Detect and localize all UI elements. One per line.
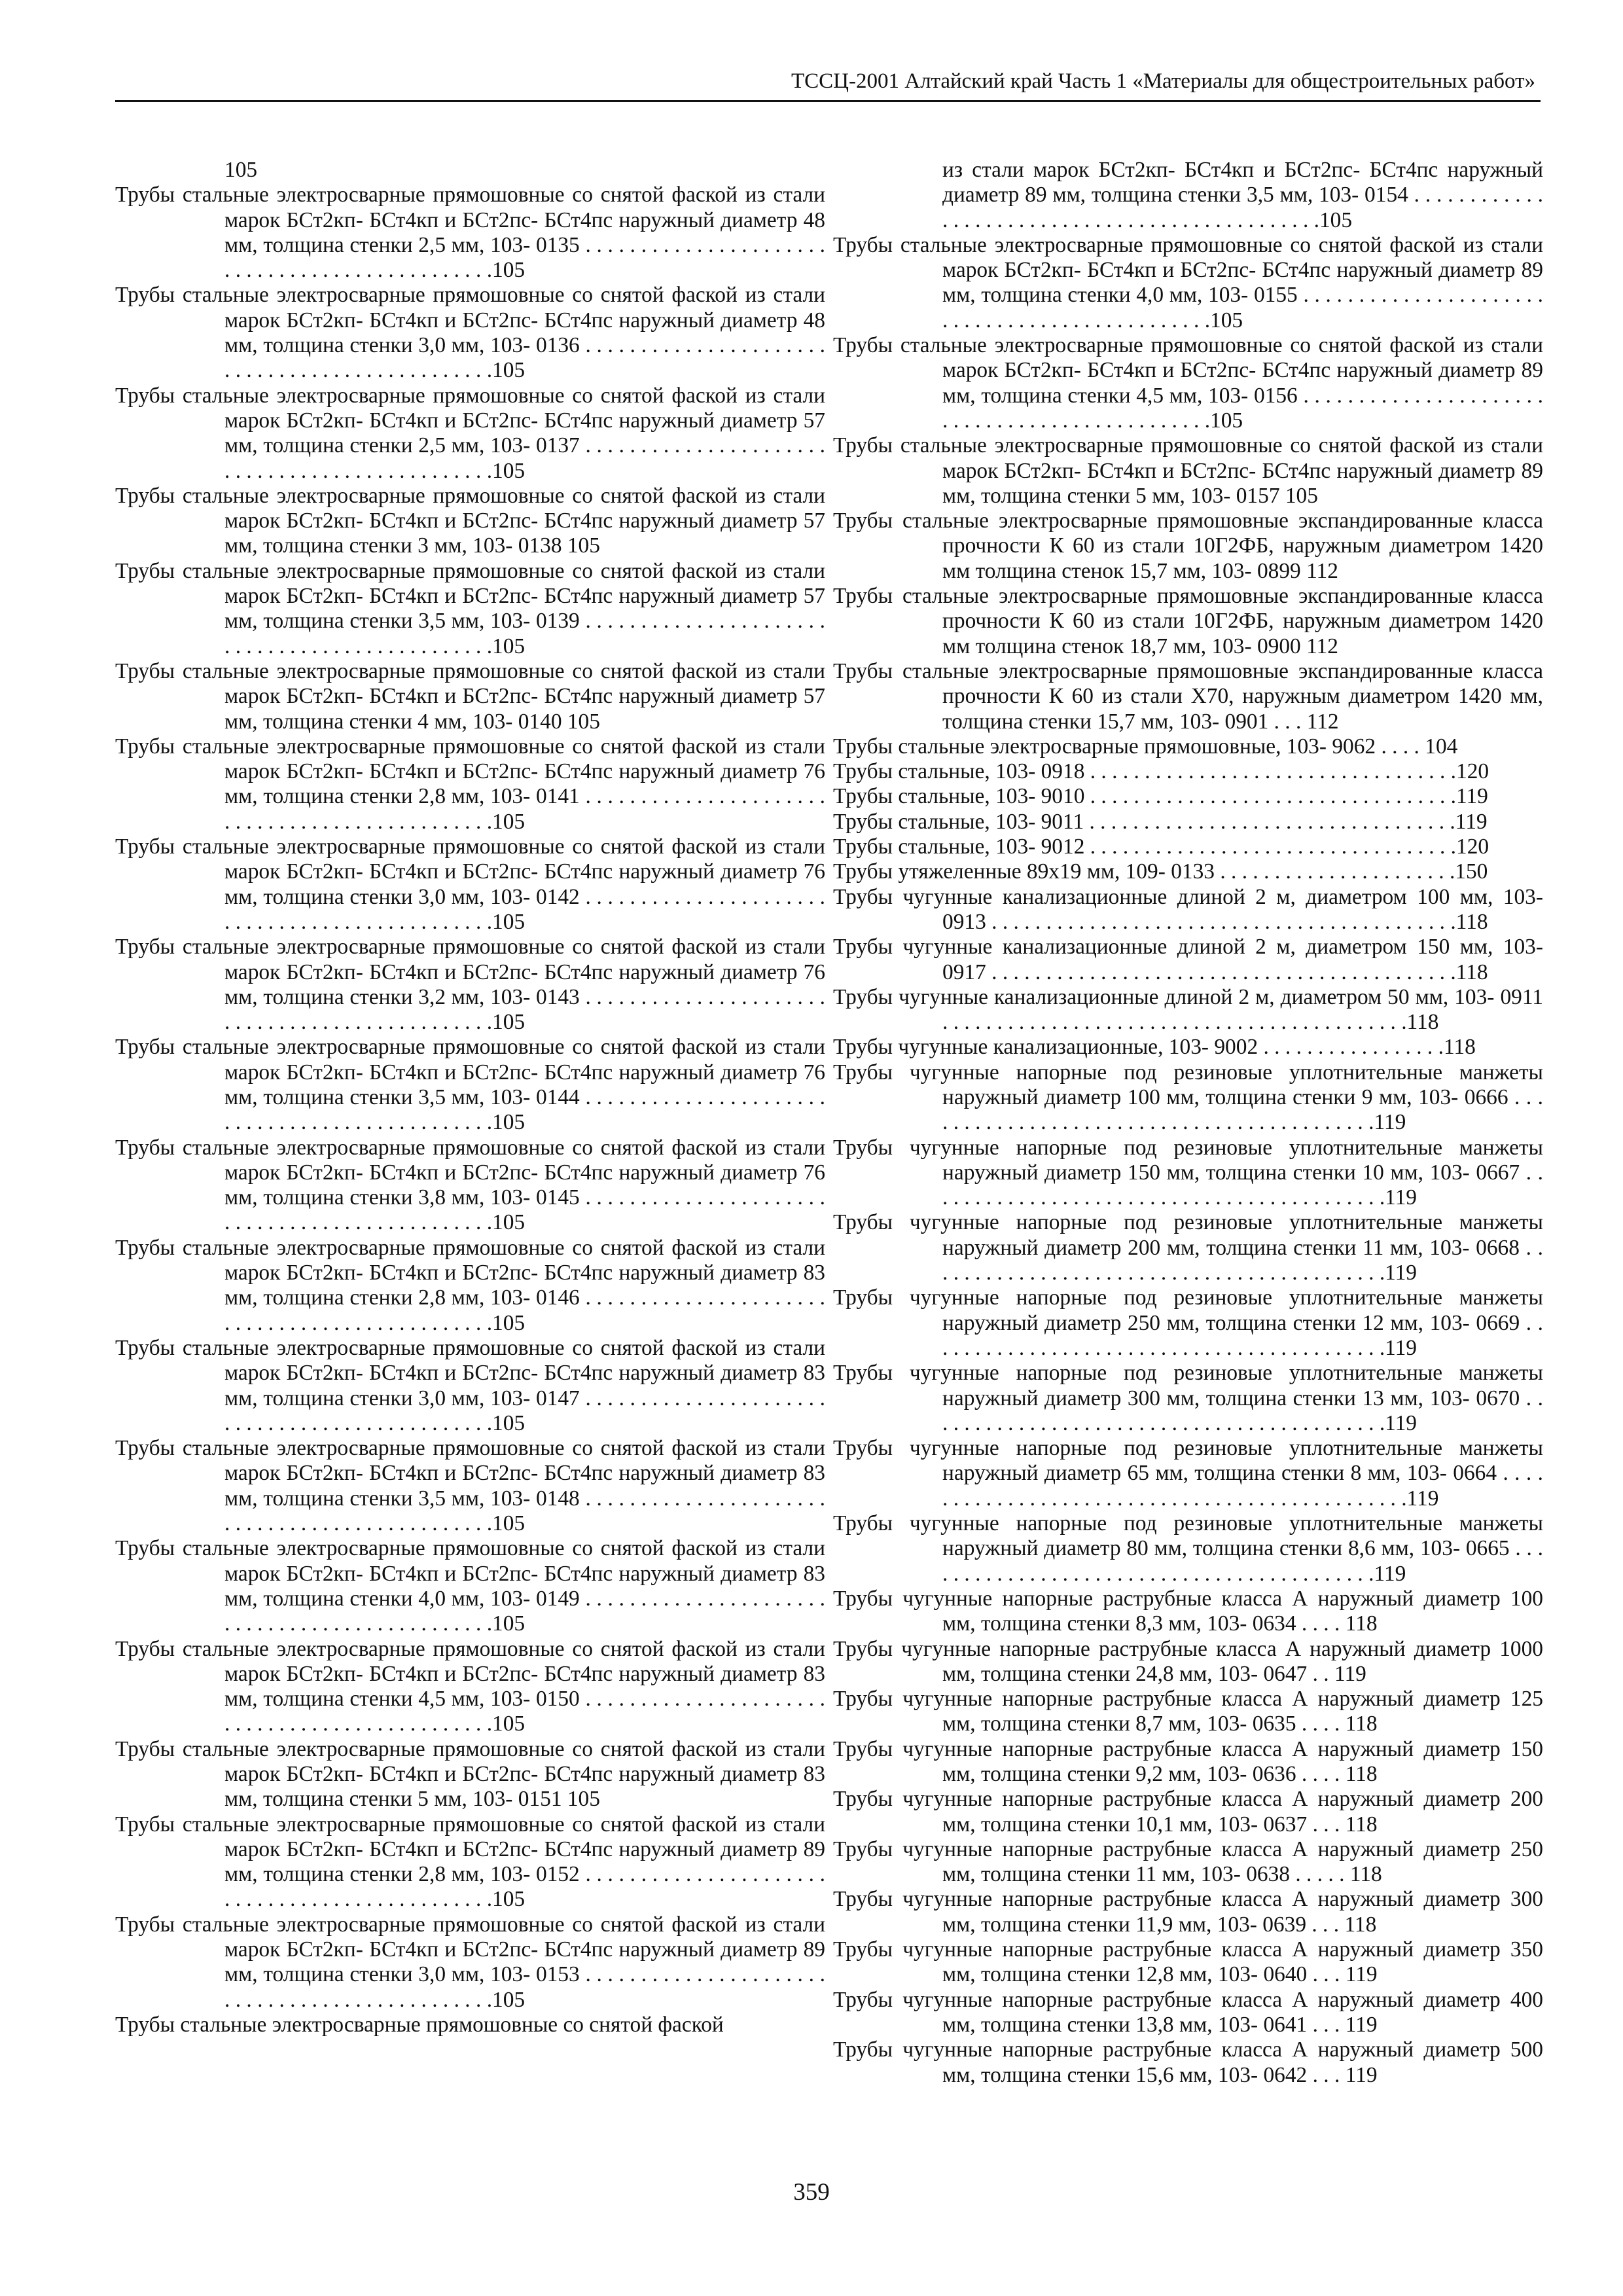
index-entry: Трубы стальные электросварные прямошовные экспандированные класса прочности К 60 из стали 10Г2ФБ, наружным диаметром 1420 мм толщина стенок 15,7 мм, 103- 0899 112: [833, 509, 1543, 583]
index-entry: Трубы чугунные напорные под резиновые уплотнительные манжеты наружный диаметр 200 мм, толщина стенки 11 мм, 103- 0668 . . . . . . . . . . . . . . . . . . . . . . . . . . . . . . . . . . . . . . . . . . .119: [833, 1210, 1543, 1285]
index-column-right: [833, 158, 1543, 2088]
index-entry: Трубы стальные электросварные прямошовные со снятой фаской из стали марок БСт2кп- БСт4кп и БСт2пс- БСт4пс наружный диаметр 89 мм, толщина стенки 2,8 мм, 103- 0152 . . . . . . . . . . . . . . . . . . . . . . . . . . . . . . . . . . . . . . . . . . . . . . .105: [115, 1812, 825, 1912]
index-entry: Трубы чугунные напорные раструбные класса А наружный диаметр 250 мм, толщина стенки 11 мм, 103- 0638 . . . . . 118: [833, 1837, 1543, 1887]
index-entry: Трубы стальные электросварные прямошовные со снятой фаской из стали марок БСт2кп- БСт4кп и БСт2пс- БСт4пс наружный диаметр 89 мм, толщина стенки 4,0 мм, 103- 0155 . . . . . . . . . . . . . . . . . . . . . . . . . . . . . . . . . . . . . . . . . . . . . . .105: [833, 232, 1543, 332]
index-entry: Трубы чугунные напорные под резиновые уплотнительные манжеты наружный диаметр 65 мм, толщина стенки 8 мм, 103- 0664 . . . . . . . . . . . . . . . . . . . . . . . . . . . . . . . . . . . . . . . . . . . . . . .119: [833, 1436, 1543, 1511]
index-entry: Трубы чугунные напорные раструбные класса А наружный диаметр 300 мм, толщина стенки 11,9 мм, 103- 0639 . . . 118: [833, 1887, 1543, 1937]
index-entry: Трубы чугунные напорные раструбные класса А наружный диаметр 400 мм, толщина стенки 13,8 мм, 103- 0641 . . . 119: [833, 1987, 1543, 2037]
index-entry: Трубы стальные электросварные прямошовные со снятой фаской из стали марок БСт2кп- БСт4кп и БСт2пс- БСт4пс наружный диаметр 48 мм, толщина стенки 3,0 мм, 103- 0136 . . . . . . . . . . . . . . . . . . . . . . . . . . . . . . . . . . . . . . . . . . . . . . .105: [115, 283, 825, 383]
index-entry: Трубы чугунные напорные под резиновые уплотнительные манжеты наружный диаметр 300 мм, толщина стенки 13 мм, 103- 0670 . . . . . . . . . . . . . . . . . . . . . . . . . . . . . . . . . . . . . . . . . . .119: [833, 1361, 1543, 1435]
index-entry: Трубы стальные электросварные прямошовные со снятой фаской из стали марок БСт2кп- БСт4кп и БСт2пс- БСт4пс наружный диаметр 89 мм, толщина стенки 3,0 мм, 103- 0153 . . . . . . . . . . . . . . . . . . . . . . . . . . . . . . . . . . . . . . . . . . . . . . .105: [115, 1912, 825, 2012]
index-entry-continuation: из стали марок БСт2кп- БСт4кп и БСт2пс- БСт4пс наружный диаметр 89 мм, толщина стенки 3,5 мм, 103- 0154 . . . . . . . . . . . . . . . . . . . . . . . . . . . . . . . . . . . . . . . . . . . . . . .105: [942, 158, 1543, 232]
index-entry: Трубы чугунные напорные раструбные класса А наружный диаметр 500 мм, толщина стенки 15,6 мм, 103- 0642 . . . 119: [833, 2037, 1543, 2087]
index-entry: Трубы стальные электросварные прямошовные со снятой фаской из стали марок БСт2кп- БСт4кп и БСт2пс- БСт4пс наружный диаметр 83 мм, толщина стенки 5 мм, 103- 0151 105: [115, 1736, 825, 1812]
index-entry: Трубы стальные электросварные прямошовные, 103- 9062 . . . . 104: [833, 734, 1458, 759]
index-entry: Трубы стальные электросварные прямошовные со снятой фаской из стали марок БСт2кп- БСт4кп и БСт2пс- БСт4пс наружный диаметр 83 мм, толщина стенки 4,5 мм, 103- 0150 . . . . . . . . . . . . . . . . . . . . . . . . . . . . . . . . . . . . . . . . . . . . . . .105: [115, 1636, 825, 1736]
index-entry: Трубы стальные электросварные прямошовные со снятой фаской из стали марок БСт2кп- БСт4кп и БСт2пс- БСт4пс наружный диаметр 83 мм, толщина стенки 4,0 мм, 103- 0149 . . . . . . . . . . . . . . . . . . . . . . . . . . . . . . . . . . . . . . . . . . . . . . .105: [115, 1536, 825, 1636]
index-entry: Трубы чугунные напорные под резиновые уплотнительные манжеты наружный диаметр 150 мм, толщина стенки 10 мм, 103- 0667 . . . . . . . . . . . . . . . . . . . . . . . . . . . . . . . . . . . . . . . . . . .119: [833, 1135, 1543, 1210]
header-title: ТССЦ-2001 Алтайский край Часть 1 «Материалы для общестроительных работ»: [791, 69, 1535, 93]
index-entry: Трубы стальные электросварные прямошовные со снятой фаской из стали марок БСт2кп- БСт4кп и БСт2пс- БСт4пс наружный диаметр 76 мм, толщина стенки 3,0 мм, 103- 0142 . . . . . . . . . . . . . . . . . . . . . . . . . . . . . . . . . . . . . . . . . . . . . . .105: [115, 834, 825, 934]
index-entry: Трубы стальные электросварные прямошовные со снятой фаской из стали марок БСт2кп- БСт4кп и БСт2пс- БСт4пс наружный диаметр 76 мм, толщина стенки 2,8 мм, 103- 0141 . . . . . . . . . . . . . . . . . . . . . . . . . . . . . . . . . . . . . . . . . . . . . . .105: [115, 734, 825, 834]
index-entry: Трубы чугунные канализационные длиной 2 м, диаметром 150 мм, 103- 0917 . . . . . . . . . . . . . . . . . . . . . . . . . . . . . . . . . . . . . . . . . . .118: [833, 935, 1543, 984]
index-entry: Трубы стальные электросварные прямошовные со снятой фаской из стали марок БСт2кп- БСт4кп и БСт2пс- БСт4пс наружный диаметр 76 мм, толщина стенки 3,5 мм, 103- 0144 . . . . . . . . . . . . . . . . . . . . . . . . . . . . . . . . . . . . . . . . . . . . . . .105: [115, 1035, 825, 1135]
index-entry: Трубы чугунные канализационные длиной 2 м, диаметром 50 мм, 103- 0911 . . . . . . . . . . . . . . . . . . . . . . . . . . . . . . . . . . . . . . . . . . .118: [833, 984, 1543, 1035]
index-entry: Трубы утяжеленные 89х19 мм, 109- 0133 . . . . . . . . . . . . . . . . . . . . . .150: [833, 859, 1488, 884]
index-entry: Трубы стальные электросварные прямошовные со снятой фаской из стали марок БСт2кп- БСт4кп и БСт2пс- БСт4пс наружный диаметр 57 мм, толщина стенки 2,5 мм, 103- 0137 . . . . . . . . . . . . . . . . . . . . . . . . . . . . . . . . . . . . . . . . . . . . . . .105: [115, 383, 825, 483]
index-entry: Трубы чугунные канализационные длиной 2 м, диаметром 100 мм, 103- 0913 . . . . . . . . . . . . . . . . . . . . . . . . . . . . . . . . . . . . . . . . . . .118: [833, 884, 1543, 934]
index-entry: Трубы стальные электросварные прямошовные со снятой фаской из стали марок БСт2кп- БСт4кп и БСт2пс- БСт4пс наружный диаметр 57 мм, толщина стенки 3,5 мм, 103- 0139 . . . . . . . . . . . . . . . . . . . . . . . . . . . . . . . . . . . . . . . . . . . . . . .105: [115, 558, 825, 658]
index-entry: Трубы чугунные канализационные, 103- 9002 . . . . . . . . . . . . . . . . .118: [833, 1035, 1476, 1060]
index-entry: Трубы стальные электросварные прямошовные со снятой фаской из стали марок БСт2кп- БСт4кп и БСт2пс- БСт4пс наружный диаметр 57 мм, толщина стенки 3 мм, 103- 0138 105: [115, 483, 825, 558]
index-entry: Трубы чугунные напорные под резиновые уплотнительные манжеты наружный диаметр 100 мм, толщина стенки 9 мм, 103- 0666 . . . . . . . . . . . . . . . . . . . . . . . . . . . . . . . . . . . . . . . . . . .119: [833, 1060, 1543, 1135]
index-entry: Трубы стальные, 103- 9011 . . . . . . . . . . . . . . . . . . . . . . . . . . . . . . . . . .119: [833, 809, 1488, 834]
index-entry: Трубы чугунные напорные раструбные класса А наружный диаметр 1000 мм, толщина стенки 24,8 мм, 103- 0647 . . 119: [833, 1636, 1543, 1686]
index-entry-continuation: 105: [224, 158, 258, 182]
index-entry: Трубы стальные электросварные прямошовные со снятой фаской из стали марок БСт2кп- БСт4кп и БСт2пс- БСт4пс наружный диаметр 83 мм, толщина стенки 3,0 мм, 103- 0147 . . . . . . . . . . . . . . . . . . . . . . . . . . . . . . . . . . . . . . . . . . . . . . .105: [115, 1335, 825, 1435]
index-entry: Трубы стальные электросварные прямошовные экспандированные класса прочности К 60 из стали 10Г2ФБ, наружным диаметром 1420 мм толщина стенок 18,7 мм, 103- 0900 112: [833, 584, 1543, 658]
index-entry: Трубы стальные электросварные прямошовные со снятой фаской: [115, 2012, 724, 2037]
index-column-left: [115, 158, 825, 2037]
index-entry: Трубы чугунные напорные раструбные класса А наружный диаметр 200 мм, толщина стенки 10,1 мм, 103- 0637 . . . 118: [833, 1787, 1543, 1837]
index-entry: Трубы стальные, 103- 9012 . . . . . . . . . . . . . . . . . . . . . . . . . . . . . . . . . .120: [833, 834, 1489, 859]
index-entry: Трубы стальные электросварные прямошовные со снятой фаской из стали марок БСт2кп- БСт4кп и БСт2пс- БСт4пс наружный диаметр 76 мм, толщина стенки 3,8 мм, 103- 0145 . . . . . . . . . . . . . . . . . . . . . . . . . . . . . . . . . . . . . . . . . . . . . . .105: [115, 1135, 825, 1235]
index-entry: Трубы чугунные напорные под резиновые уплотнительные манжеты наружный диаметр 80 мм, толщина стенки 8,6 мм, 103- 0665 . . . . . . . . . . . . . . . . . . . . . . . . . . . . . . . . . . . . . . . . . . .119: [833, 1511, 1543, 1586]
page-number: 359: [793, 2179, 830, 2206]
index-entry: Трубы чугунные напорные раструбные класса А наружный диаметр 100 мм, толщина стенки 8,3 мм, 103- 0634 . . . . 118: [833, 1586, 1543, 1636]
index-entry: Трубы чугунные напорные раструбные класса А наружный диаметр 350 мм, толщина стенки 12,8 мм, 103- 0640 . . . 119: [833, 1937, 1543, 1987]
index-entry: Трубы чугунные напорные под резиновые уплотнительные манжеты наружный диаметр 250 мм, толщина стенки 12 мм, 103- 0669 . . . . . . . . . . . . . . . . . . . . . . . . . . . . . . . . . . . . . . . . . . .119: [833, 1285, 1543, 1360]
index-entry: Трубы стальные электросварные прямошовные со снятой фаской из стали марок БСт2кп- БСт4кп и БСт2пс- БСт4пс наружный диаметр 83 мм, толщина стенки 3,5 мм, 103- 0148 . . . . . . . . . . . . . . . . . . . . . . . . . . . . . . . . . . . . . . . . . . . . . . .105: [115, 1436, 825, 1536]
index-entry: Трубы стальные электросварные прямошовные со снятой фаской из стали марок БСт2кп- БСт4кп и БСт2пс- БСт4пс наружный диаметр 48 мм, толщина стенки 2,5 мм, 103- 0135 . . . . . . . . . . . . . . . . . . . . . . . . . . . . . . . . . . . . . . . . . . . . . . .105: [115, 183, 825, 283]
index-entry: Трубы стальные электросварные прямошовные со снятой фаской из стали марок БСт2кп- БСт4кп и БСт2пс- БСт4пс наружный диаметр 89 мм, толщина стенки 4,5 мм, 103- 0156 . . . . . . . . . . . . . . . . . . . . . . . . . . . . . . . . . . . . . . . . . . . . . . .105: [833, 333, 1543, 433]
index-entry: Трубы стальные электросварные прямошовные со снятой фаской из стали марок БСт2кп- БСт4кп и БСт2пс- БСт4пс наружный диаметр 89 мм, толщина стенки 5 мм, 103- 0157 105: [833, 433, 1543, 508]
index-entry: Трубы чугунные напорные раструбные класса А наружный диаметр 150 мм, толщина стенки 9,2 мм, 103- 0636 . . . . 118: [833, 1736, 1543, 1786]
index-entry: Трубы стальные электросварные прямошовные со снятой фаской из стали марок БСт2кп- БСт4кп и БСт2пс- БСт4пс наружный диаметр 76 мм, толщина стенки 3,2 мм, 103- 0143 . . . . . . . . . . . . . . . . . . . . . . . . . . . . . . . . . . . . . . . . . . . . . . .105: [115, 935, 825, 1035]
index-entry: Трубы стальные, 103- 9010 . . . . . . . . . . . . . . . . . . . . . . . . . . . . . . . . . .119: [833, 784, 1488, 809]
index-entry: Трубы стальные, 103- 0918 . . . . . . . . . . . . . . . . . . . . . . . . . . . . . . . . . .120: [833, 759, 1489, 784]
index-entry: Трубы чугунные напорные раструбные класса А наружный диаметр 125 мм, толщина стенки 8,7 мм, 103- 0635 . . . . 118: [833, 1687, 1543, 1736]
index-entry: Трубы стальные электросварные прямошовные экспандированные класса прочности К 60 из стали Х70, наружным диаметром 1420 мм, толщина стенки 15,7 мм, 103- 0901 . . . 112: [833, 658, 1543, 734]
running-header: [115, 64, 1541, 102]
index-entry: Трубы стальные электросварные прямошовные со снятой фаской из стали марок БСт2кп- БСт4кп и БСт2пс- БСт4пс наружный диаметр 83 мм, толщина стенки 2,8 мм, 103- 0146 . . . . . . . . . . . . . . . . . . . . . . . . . . . . . . . . . . . . . . . . . . . . . . .105: [115, 1235, 825, 1335]
index-entry: Трубы стальные электросварные прямошовные со снятой фаской из стали марок БСт2кп- БСт4кп и БСт2пс- БСт4пс наружный диаметр 57 мм, толщина стенки 4 мм, 103- 0140 105: [115, 658, 825, 734]
